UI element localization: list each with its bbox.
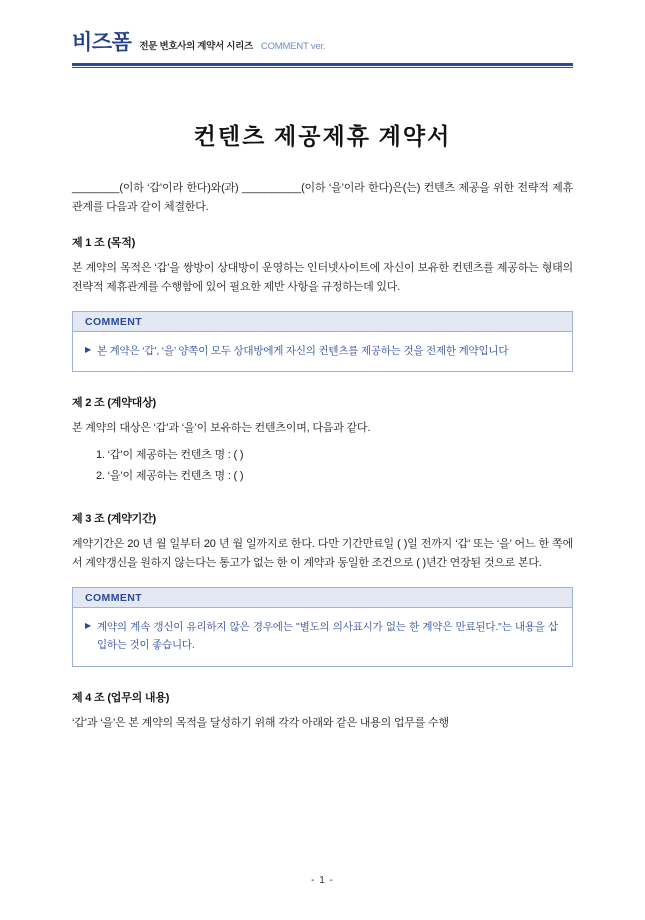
preamble-paragraph: ________(이하 ‘갑’이라 한다)와(과) __________(이하 ‘을’이라 한다)은(는) 컨텐츠 제공을 위한 전략적 제휴관계를 다음과 같이 체결한다. xyxy=(72,182,573,214)
comment-text-2: 계약의 계속 갱신이 유리하지 않은 경우에는 "별도의 의사표시가 없는 한 계약은 만료된다."는 내용을 삽입하는 것이 좋습니다. xyxy=(96,621,558,652)
article-3-body: 계약기간은 20 년 월 일부터 20 년 월 일까지로 한다. 다만 기간만료일 ( )일 전까지 ‘갑’ 또는 ‘을’ 어느 한 쪽에서 계약갱신을 원하지 않는다는 통고가 없는 한 이 계약과 동일한 조건으로 ( )년간 연장된 것으로 본다. xyxy=(72,537,573,569)
article-1-body: 본 계약의 목적은 ‘갑’을 쌍방이 상대방이 운영하는 인터넷사이트에 자신이 보유한 컨텐츠를 제공하는 형태의 전략적 제휴관계를 수행함에 있어 필요한 제반 사항을 규정하는데 있다. xyxy=(72,261,573,293)
comment-box-1 xyxy=(72,311,573,372)
article-2-item-list xyxy=(72,445,573,488)
page-title: 컨텐츠 제공제휴 계약서 xyxy=(193,124,452,149)
brand-tagline: 전문 변호사의 계약서 시리즈 xyxy=(139,41,253,52)
comment-label-2: COMMENT xyxy=(73,588,572,608)
list-item: 1. ‘갑’이 제공하는 컨텐츠 명 : ( ) xyxy=(96,448,244,461)
page-header xyxy=(72,0,573,58)
article-3-heading: 제 3 조 (계약기간) xyxy=(72,512,156,525)
header-divider xyxy=(72,63,573,66)
article-1-heading: 제 1 조 (목적) xyxy=(72,236,136,249)
comment-label-1: COMMENT xyxy=(73,312,572,332)
page-footer: - 1 - xyxy=(311,875,334,886)
triangle-right-icon: ▶ xyxy=(85,345,91,354)
comment-content-2 xyxy=(73,608,572,666)
article-4-heading: 제 4 조 (업무의 내용) xyxy=(72,691,170,704)
brand-lockup xyxy=(72,26,573,56)
comment-content-1 xyxy=(73,332,572,371)
comment-box-2 xyxy=(72,587,573,667)
triangle-right-icon: ▶ xyxy=(85,621,91,630)
list-item: 2. ‘을’이 제공하는 컨텐츠 명 : ( ) xyxy=(96,470,244,483)
brand-version-label: COMMENT ver. xyxy=(260,41,326,52)
article-2-heading: 제 2 조 (계약대상) xyxy=(72,397,156,410)
brand-logo: 비즈폼 xyxy=(72,30,132,54)
article-2-body: 본 계약의 대상은 ‘갑’과 ‘을’이 보유하는 컨텐츠이며, 다음과 같다. xyxy=(72,422,371,435)
header-divider-thin xyxy=(72,67,573,68)
article-4-body: ‘갑’과 ‘을’은 본 계약의 목적을 달성하기 위해 각각 아래와 같은 내용의 업무를 수행 xyxy=(72,716,449,729)
comment-text-1: 본 계약은 ‘갑’, ‘을’ 양쪽이 모두 상대방에게 자신의 컨텐츠를 제공하는 것을 전제한 계약입니다 xyxy=(96,345,509,357)
